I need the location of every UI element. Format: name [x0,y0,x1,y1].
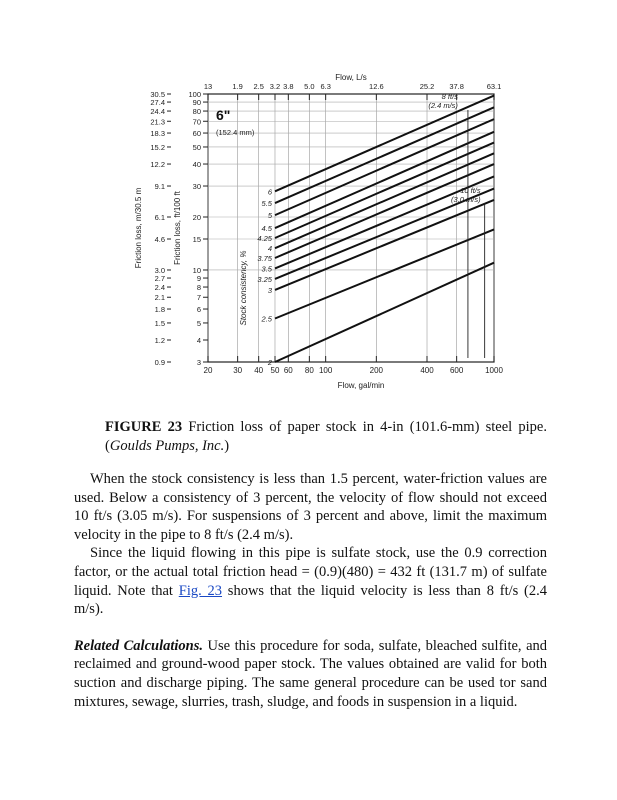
top-tick-label: 63.1 [486,82,502,91]
m-tick-label: 1.5 [154,318,165,328]
chart-svg [130,68,515,393]
ft-tick-label: 50 [192,142,201,152]
m-tick-label: 2.4 [154,283,165,293]
consistency-label: 3.25 [257,274,272,284]
top-tick-label: 6.3 [320,82,331,91]
m-tick-label: 6.1 [154,213,165,223]
top-tick-label: 5.0 [304,82,315,91]
m-tick-label: 27.4 [150,98,165,108]
ft-tick-label: 70 [192,117,201,127]
bottom-tick-label: 80 [304,366,314,375]
top-tick-label: 2.5 [253,82,264,91]
top-tick-label: 1.9 [232,82,243,91]
m-tick-label: 9.1 [154,182,165,192]
consistency-label: 4.5 [261,224,272,234]
caption-close: ) [224,438,230,454]
velocity-label: 10 ft/s [460,186,481,196]
pipe-size-metric: (152.4 mm) [216,128,255,137]
top-tick-label: 13 [203,82,213,91]
bottom-tick-label: 1000 [485,366,503,375]
consistency-axis-title: Stock consistency, % [239,250,248,326]
related-calculations-text: Use this procedure for soda, sulfate, bleached sulfite, and reclaimed and ground-wood paper stock. The values obtained are valid for both suction and discharge piping. The same general procedure can be used tor sand mixtures, sewage, slurries, trash, sludge, and foods in suspension in a liquid. [74,637,548,710]
m-tick-label: 30.5 [150,90,165,99]
top-tick-label: 25.2 [419,82,435,91]
m-tick-label: 15.2 [150,142,165,152]
m-tick-label: 2.7 [154,274,165,284]
consistency-label: 5 [267,211,272,221]
top-axis-title: Flow, L/s [335,73,367,82]
caption-source: Goulds Pumps, Inc. [109,438,225,454]
consistency-line [275,229,494,318]
m-tick-label: 1.8 [154,305,165,315]
caption-text: Friction loss of paper stock in 4-in (101.6-mm) steel pipe. ( [105,419,547,454]
bottom-tick-label: 50 [270,366,280,375]
consistency-label: 6 [267,187,272,197]
ft-tick-label: 15 [192,234,201,244]
velocity-metric-label: (3.0 m/s) [451,195,481,205]
ft-tick-label: 5 [196,318,201,328]
paragraph-sulfate-text-b: shows that the liquid velocity is less than 8 ft/s (2.4 m/s). [74,582,548,618]
bottom-tick-label: 600 [449,366,464,375]
bottom-tick-label: 40 [254,366,264,375]
consistency-label: 3.5 [261,264,272,274]
paragraph-related-calculations [74,637,547,711]
bottom-tick-label: 20 [203,366,213,375]
m-tick-label: 18.3 [150,129,165,139]
m-tick-label: 2.1 [154,293,165,303]
m-tick-label: 4.6 [154,234,165,244]
ft-tick-label: 7 [196,293,201,303]
m-tick-label: 21.3 [150,117,165,127]
m-axis-title: Friction loss, m/30.5 m [134,187,143,269]
bottom-tick-label: 200 [369,366,384,375]
consistency-label: 2.5 [261,314,272,324]
paragraph-sulfate [74,544,547,618]
ft-tick-label: 20 [192,213,201,223]
ft-tick-label: 4 [196,336,201,346]
bottom-tick-label: 60 [283,366,293,375]
top-tick-label: 3.8 [283,82,294,91]
ft-tick-label: 80 [192,107,201,117]
related-calculations-heading: Related Calculations. [74,637,204,654]
consistency-line [275,96,494,192]
consistency-line [275,263,494,362]
bottom-tick-label: 100 [318,366,333,375]
paragraph-consistency: When the stock consistency is less than 1.5 percent, water-friction values are used. Below a consistency of 3 percent, the velocity of flow should not exceed 10 ft/s (3.05 m/s). For suspensions of 3 percent and above, limit the maximum velocity in the pipe to 8 ft/s (2.4 m/s). [74,471,547,543]
friction-loss-chart [130,68,515,393]
pipe-size-label: 6" [216,107,231,123]
ft-tick-label: 9 [196,274,201,284]
bottom-tick-label: 400 [420,366,434,375]
body-text [74,470,547,711]
paragraph-sulfate-text-a: Since the liquid flowing in this pipe is sulfate stock, use the 0.9 correction factor, or the actual total friction head = (0.9)(480) = 432 ft (131.7 m) of sulfate liquid. Note that [74,545,547,599]
top-tick-label: 3.2 [269,82,281,91]
ft-tick-label: 10 [192,265,201,275]
m-tick-label: 12.2 [150,160,165,170]
consistency-label: 3.75 [257,253,272,263]
ft-tick-label: 8 [196,283,201,293]
ft-tick-label: 3 [196,358,201,367]
chart-lines [275,96,494,362]
m-tick-label: 0.9 [154,358,165,367]
consistency-label: 4.25 [257,233,272,243]
ft-tick-label: 30 [192,182,201,192]
figure-caption [105,418,547,456]
ft-tick-label: 6 [196,305,201,315]
ft-axis-title: Friction loss, ft/100 ft [173,191,182,265]
velocity-label: 8 ft/s [441,92,458,101]
ft-tick-label: 100 [188,90,201,99]
top-tick-label: 37.8 [449,82,464,91]
consistency-label: 3 [267,285,272,295]
consistency-label: 2 [267,358,272,367]
top-tick-label: 12.6 [369,82,384,91]
bottom-tick-label: 30 [233,366,243,375]
ft-tick-label: 40 [192,160,201,170]
m-tick-label: 1.2 [154,336,165,346]
figure-link[interactable]: Fig. 23 [178,582,223,599]
ft-tick-label: 60 [192,129,201,139]
ft-tick-label: 90 [192,98,201,108]
bottom-axis-title: Flow, gal/min [337,381,385,390]
consistency-label: 4 [267,244,272,254]
m-tick-label: 24.4 [150,107,165,117]
consistency-label: 5.5 [261,199,272,209]
velocity-metric-label: (2.4 m/s) [428,101,458,110]
m-tick-label: 3.0 [154,265,165,275]
caption-figure-number: FIGURE 23 [105,419,183,435]
